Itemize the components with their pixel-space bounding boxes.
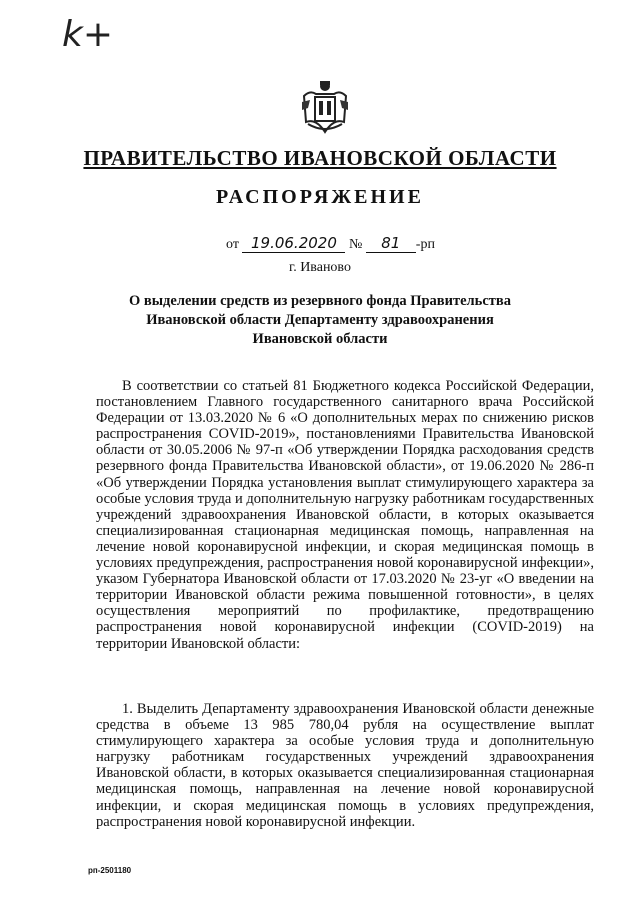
number-suffix: -рп bbox=[415, 237, 435, 252]
preamble-paragraph: В соответствии со статьей 81 Бюджетного кодекса Российской Федерации, постановлением Главного государственного санитарного врача Российской Федерации от 13.03.2020 № 6 «О дополнительных мерах по снижению рисков распространения COVID-2019», постановлениями Правительства Ивановской области от 30.05.2006 № 97-п «Об утверждении Порядка расходования средств резервного фонда Правительства Ивановской области», от 19.06.2020 № 286-п «Об утверждении Порядка установления выплат стимулирующего характера за особые условия труда и дополнительную нагрузку работникам государственных учреждений здравоохранения Ивановской области, в которых оказывается специализированная стационарная медицинская помощь, направленная на лечение новой коронавирусной инфекции, и скорая медицинская помощь в условиях предупреждения, распространения новой коронавирусной инфекции», указом Губернатора Ивановской области от 17.03.2020 № 23-уг «О введении на территории Ивановской области режима повышенной готовности», в целях осуществления мероприятий по профилактике, предотвращению распространения новой коронавирусной инфекции (COVID-2019) на территории Ивановской области: bbox=[96, 378, 594, 652]
date-prefix: от bbox=[226, 237, 239, 252]
document-type: РАСПОРЯЖЕНИЕ bbox=[216, 186, 424, 208]
document-number: 81 bbox=[366, 234, 416, 253]
footer-code: рп-2501180 bbox=[88, 866, 132, 875]
dateline bbox=[226, 234, 435, 253]
government-title: ПРАВИТЕЛЬСТВО ИВАНОВСКОЙ ОБЛАСТИ bbox=[83, 146, 557, 170]
handwritten-mark: k+ bbox=[62, 14, 114, 55]
document-date: 19.06.2020 bbox=[242, 234, 345, 253]
coat-of-arms-icon bbox=[300, 78, 350, 136]
clause-1-paragraph: 1. Выделить Департаменту здравоохранения Ивановской области денежные средства в объеме 13 985 780,04 рубля на осуществление выплат стимулирующего характера за особые условия труда и дополнительную нагрузку работникам государственных учреждений здравоохранения Ивановской области, в которых оказывается специализированная стационарная медицинская помощь, направленная на лечение новой коронавирусной инфекции, и скорая медицинская помощь в условиях предупреждения, распространения новой коронавирусной инфекции. bbox=[96, 701, 594, 830]
number-sign: № bbox=[348, 237, 363, 252]
document-subject: О выделении средств из резервного фонда Правительства Ивановской области Департаменту здравоохранения Ивановской области bbox=[129, 293, 511, 347]
city: г. Иваново bbox=[289, 260, 351, 275]
